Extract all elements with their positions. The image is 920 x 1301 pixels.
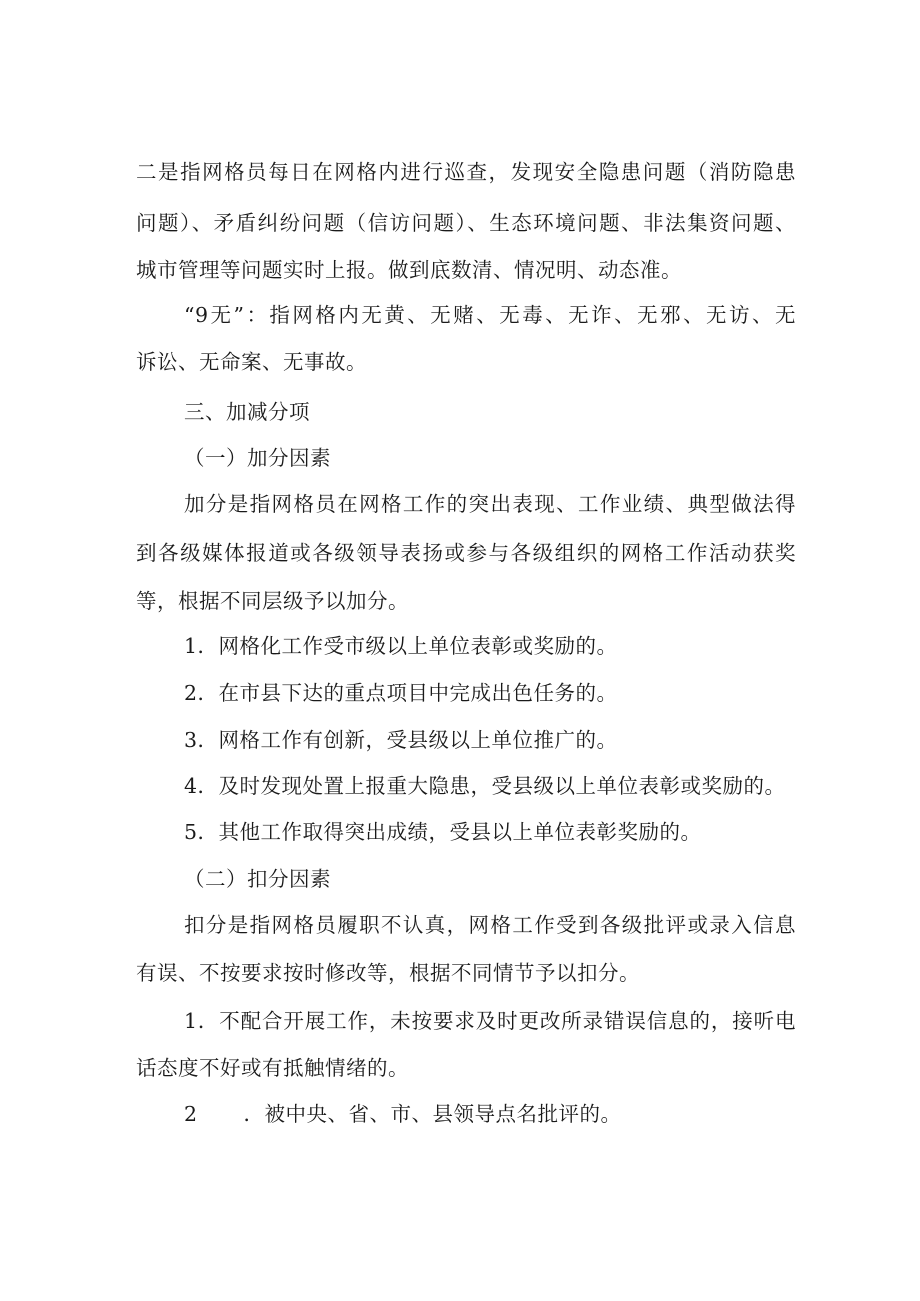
- text-line: 城市管理等问题实时上报。做到底数清、情况明、动态准。: [136, 258, 682, 282]
- text-line: 等，根据不同层级予以加分。: [136, 589, 409, 613]
- section-heading: 三、加减分项: [184, 400, 310, 424]
- text-line: 有误、不按要求按时修改等，根据不同情节予以扣分。: [136, 961, 640, 985]
- list-item: 2．在市县下达的重点项目中完成出色任务的。: [184, 681, 618, 705]
- list-item: 5．其他工作取得突出成绩，受县以上单位表彰奖励的。: [184, 820, 702, 844]
- text-line: “9无”：指网格内无黄、无赌、无毒、无诈、无邪、无访、无: [184, 303, 796, 327]
- text-line: 问题）、矛盾纠纷问题（信访问题）、生态环境问题、非法集资问题、: [136, 211, 796, 235]
- list-item: 1．不配合开展工作，未按要求及时更改所录错误信息的，接听电: [184, 1009, 796, 1033]
- list-item: 4．及时发现处置上报重大隐患，受县级以上单位表彰或奖励的。: [184, 774, 786, 798]
- text-line: 诉讼、无命案、无事故。: [136, 350, 367, 374]
- list-item-text: ．被中央、省、市、县领导点名批评的。: [243, 1102, 622, 1126]
- list-number: 2: [184, 1102, 198, 1126]
- list-item: 1．网格化工作受市级以上单位表彰或奖励的。: [184, 634, 618, 658]
- text-line: 二是指网格员每日在网格内进行巡查，发现安全隐患问题（消防隐患: [136, 160, 796, 184]
- list-item: [184, 1100, 844, 1128]
- text-line: 到各级媒体报道或各级领导表扬或参与各级组织的网格工作活动获奖: [136, 541, 796, 565]
- text-line: 加分是指网格员在网格工作的突出表现、工作业绩、典型做法得: [184, 492, 796, 516]
- list-item: 3．网格工作有创新，受县级以上单位推广的。: [184, 728, 618, 752]
- text-line: 扣分是指网格员履职不认真，网格工作受到各级批评或录入信息: [184, 913, 796, 937]
- subsection-heading: （一）加分因素: [184, 446, 331, 470]
- text-line: 话态度不好或有抵触情绪的。: [136, 1056, 409, 1080]
- subsection-heading: （二）扣分因素: [184, 867, 331, 891]
